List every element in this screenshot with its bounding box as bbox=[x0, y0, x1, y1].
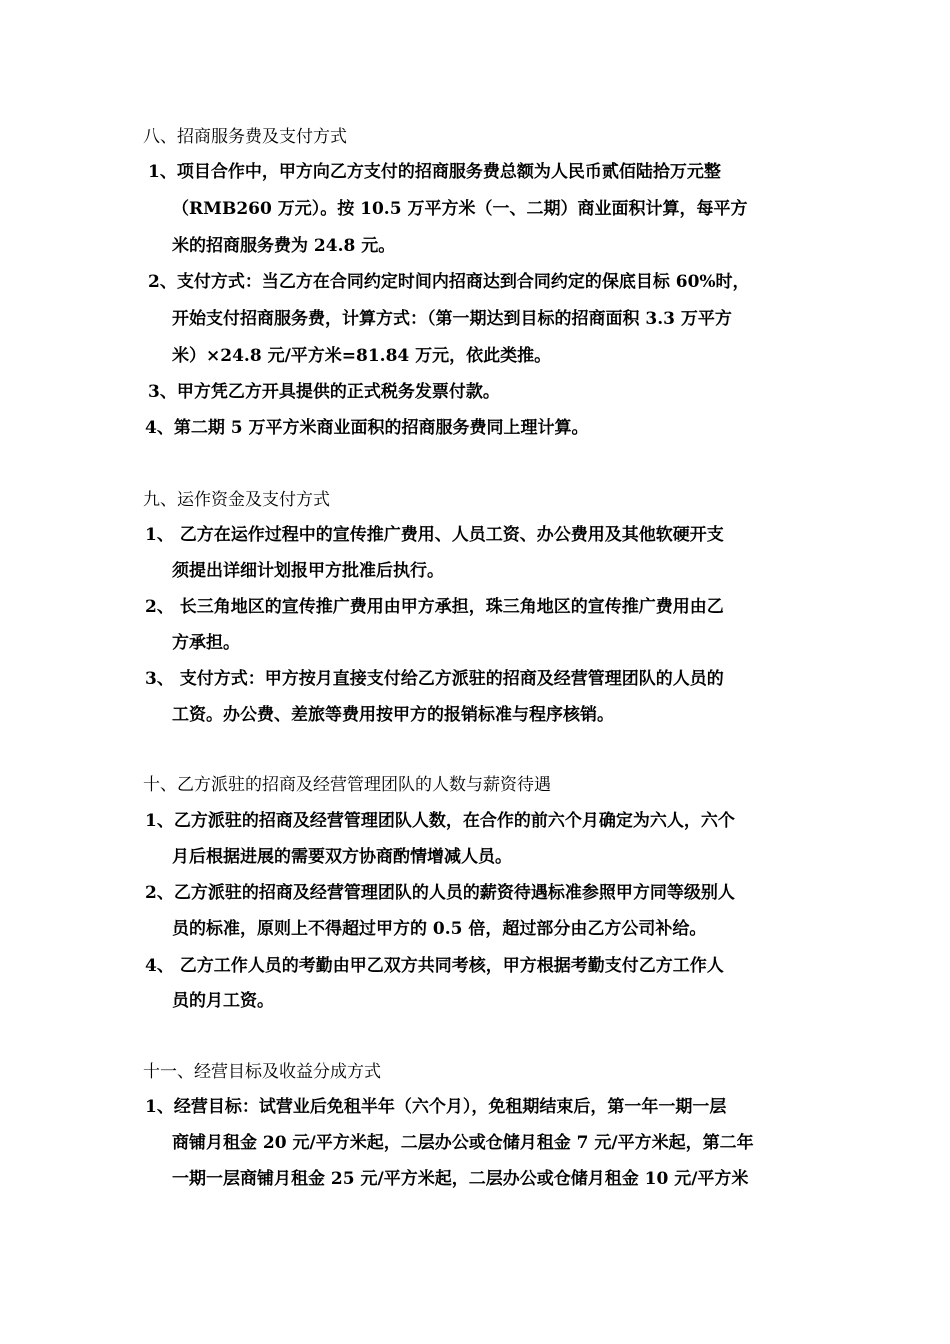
s9-item3-line2: 工资。办公费、差旅等费用按甲方的报销标准与程序核销。 bbox=[172, 705, 614, 725]
s8-item4: 4、第二期 5 万平方米商业面积的招商服务费同上理计算。 bbox=[145, 418, 589, 438]
section-11-heading: 十一、经营目标及收益分成方式 bbox=[143, 1062, 381, 1082]
s8-item3: 3、甲方凭乙方开具提供的正式税务发票付款。 bbox=[148, 382, 500, 402]
s9-item2-line2: 方承担。 bbox=[172, 633, 240, 653]
s10-item2-line2: 员的标准，原则上不得超过甲方的 0.5 倍，超过部分由乙方公司补给。 bbox=[172, 919, 707, 939]
s9-item1-line2: 须提出详细计划报甲方批准后执行。 bbox=[172, 561, 444, 581]
s10-item1-line2: 月后根据进展的需要双方协商酌情增减人员。 bbox=[172, 847, 512, 867]
s11-item1-line3: 一期一层商铺月租金 25 元/平方米起，二层办公或仓储月租金 10 元/平方米 bbox=[172, 1169, 749, 1189]
s10-item1-line1: 1、乙方派驻的招商及经营管理团队人数，在合作的前六个月确定为六人，六个 bbox=[145, 811, 735, 831]
section-8-heading: 八、招商服务费及支付方式 bbox=[143, 127, 347, 147]
s8-item2-line3: 米）×24.8 元/平方米=81.84 万元，依此类推。 bbox=[172, 346, 552, 366]
s9-item3-line1: 3、 支付方式：甲方按月直接支付给乙方派驻的招商及经营管理团队的人员的 bbox=[145, 669, 724, 689]
s8-item2-line2: 开始支付招商服务费，计算方式：（第一期达到目标的招商面积 3.3 万平方 bbox=[172, 309, 732, 329]
s8-item2-line1: 2、支付方式：当乙方在合同约定时间内招商达到合同约定的保底目标 60%时， bbox=[148, 272, 750, 292]
s10-item2-line1: 2、乙方派驻的招商及经营管理团队的人员的薪资待遇标准参照甲方同等级别人 bbox=[145, 883, 735, 903]
s10-item4-line2: 员的月工资。 bbox=[172, 991, 274, 1011]
s9-item1-line1: 1、 乙方在运作过程中的宣传推广费用、人员工资、办公费用及其他软硬开支 bbox=[145, 525, 724, 545]
s10-item4-line1: 4、 乙方工作人员的考勤由甲乙双方共同考核，甲方根据考勤支付乙方工作人 bbox=[145, 956, 724, 976]
s8-item1-line3: 米的招商服务费为 24.8 元。 bbox=[172, 236, 396, 256]
s8-item1-line1: 1、项目合作中，甲方向乙方支付的招商服务费总额为人民币贰佰陆拾万元整 bbox=[148, 162, 721, 182]
s8-item1-line2: （RMB260 万元）。按 10.5 万平方米（一、二期）商业面积计算，每平方 bbox=[172, 199, 748, 219]
s11-item1-line2: 商铺月租金 20 元/平方米起，二层办公或仓储月租金 7 元/平方米起，第二年 bbox=[172, 1133, 754, 1153]
s11-item1-line1: 1、经营目标：试营业后免租半年（六个月），免租期结束后，第一年一期一层 bbox=[145, 1097, 727, 1117]
s9-item2-line1: 2、 长三角地区的宣传推广费用由甲方承担，珠三角地区的宣传推广费用由乙 bbox=[145, 597, 724, 617]
section-9-heading: 九、运作资金及支付方式 bbox=[143, 490, 330, 510]
section-10-heading: 十、乙方派驻的招商及经营管理团队的人数与薪资待遇 bbox=[143, 775, 551, 795]
